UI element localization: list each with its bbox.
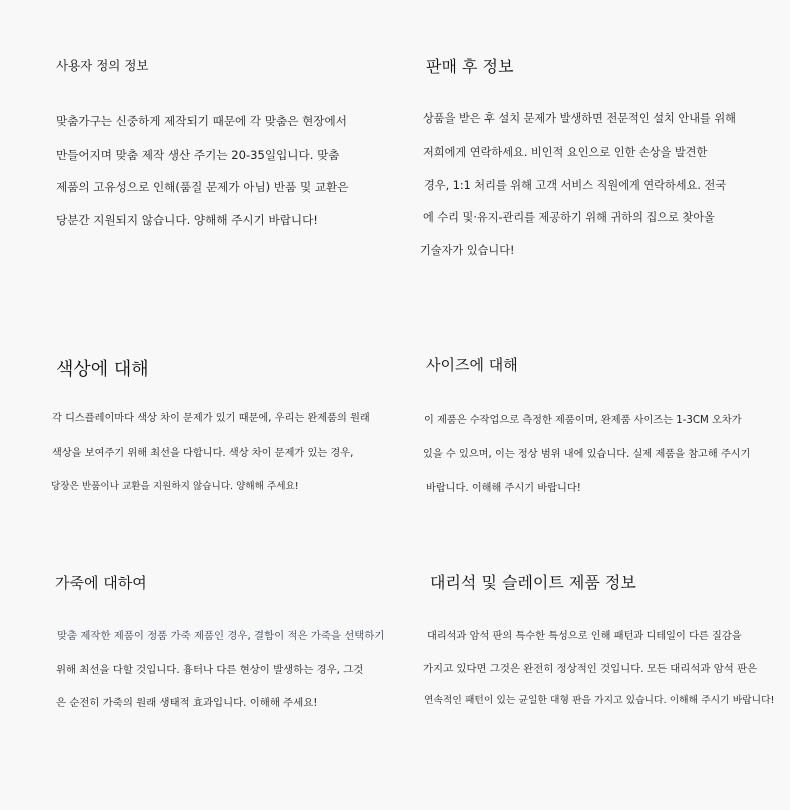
marble-line-3: 연속적인 패턴이 있는 균일한 대형 판을 가지고 있습니다. 이해해 주시기 바랍니다! [424, 695, 775, 706]
after-sales-line-3: 경우, 1:1 처리를 위해 고객 서비스 직원에게 연락하세요. 전국 [424, 179, 727, 192]
custom-info-line-2: 만들어지며 맞춤 제작 생산 주기는 20-35일입니다. 맞춤 [56, 148, 340, 162]
marble-line-1: 대리석과 암석 판의 특수한 특성으로 인해 패턴과 디테일이 다른 질감을 [427, 631, 742, 642]
size-section [422, 354, 772, 494]
custom-info-section [56, 56, 386, 236]
color-line-2: 색상을 보여주기 위해 최선을 다합니다. 색상 차이 문제가 있는 경우, [52, 448, 354, 459]
marble-title: 대리석 및 슬레이트 제품 정보 [430, 573, 636, 592]
size-line-2: 있을 수 있으며, 이는 정상 범위 내에 있습니다. 실제 제품을 참고해 주시기 [423, 449, 751, 460]
color-line-3: 당장은 반품이나 교환을 지원하지 않습니다. 양해해 주세요! [51, 481, 299, 492]
after-sales-line-2: 저희에게 연락하세요. 비인적 요인으로 인한 손상을 발견한 [423, 146, 708, 159]
after-sales-title: 판매 후 정보 [426, 57, 514, 76]
size-line-1: 이 제품은 수작업으로 측정한 제품이며, 완제품 사이즈는 1-3CM 오차가 [424, 415, 742, 426]
custom-info-line-4: 당분간 지원되지 않습니다. 양해해 주시기 바랍니다! [56, 213, 318, 227]
custom-info-line-1: 맞춤가구는 신중하게 제작되기 때문에 각 맞춤은 현장에서 [56, 114, 347, 128]
leather-title: 가죽에 대하여 [55, 574, 147, 592]
size-title: 사이즈에 대해 [426, 356, 518, 374]
custom-info-line-3: 제품의 고유성으로 인해(품질 문제가 아님) 반품 및 교환은 [56, 180, 349, 194]
color-section [51, 355, 391, 495]
leather-line-2: 위해 최선을 다할 것입니다. 흉터나 다른 현상이 발생하는 경우, 그것 [56, 664, 364, 676]
marble-line-2: 가지고 있다면 그것은 완전히 정상적인 것입니다. 모든 대리석과 암석 판은 [423, 663, 758, 675]
color-line-1: 각 디스플레이마다 색상 차이 문제가 있기 때문에, 우리는 완제품의 원래 [52, 413, 370, 424]
custom-info-title: 사용자 정의 정보 [56, 58, 149, 73]
leather-line-3: 은 순전히 가죽의 원래 생태적 효과입니다. 이해해 주세요! [56, 697, 318, 709]
leather-section [55, 572, 395, 712]
after-sales-line-5: 기술자가 있습니다! [420, 244, 515, 257]
marble-section [424, 570, 780, 710]
color-title: 색상에 대해 [56, 359, 149, 380]
after-sales-line-4: 에 수리 및·유지-관리를 제공하기 위해 귀하의 집으로 찾아올 [423, 211, 715, 224]
size-line-3: 바랍니다. 이해해 주시기 바랍니다! [426, 483, 581, 494]
after-sales-section [420, 54, 780, 264]
after-sales-line-1: 상품을 받은 후 설치 문제가 발생하면 전문적인 설치 안내를 위해 [423, 112, 736, 125]
leather-line-1: 맞춤 제작한 제품이 정품 가죽 제품인 경우, 결함이 적은 가죽을 선택하기 [57, 630, 385, 642]
